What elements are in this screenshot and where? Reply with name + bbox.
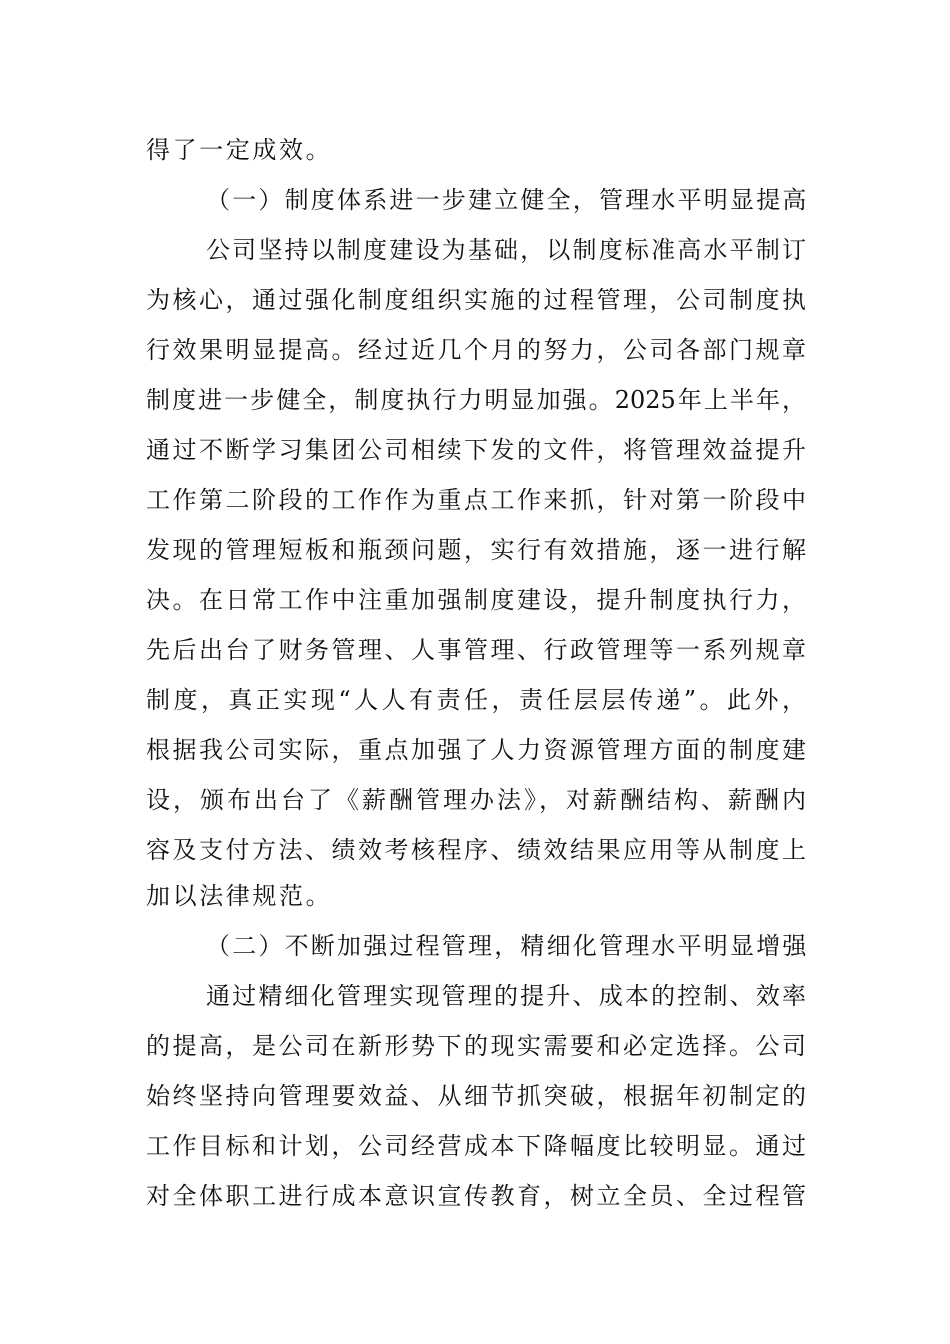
text-line: 工作第二阶段的工作作为重点工作来抓，针对第一阶段中 — [146, 486, 806, 514]
text-line: 始终坚持向管理要效益、从细节抓突破，根据年初制定的 — [146, 1082, 806, 1110]
text-line: 制度，真正实现“人人有责任，责任层层传递”。此外， — [146, 686, 806, 714]
text-line: 先后出台了财务管理、人事管理、行政管理等一系列规章 — [146, 636, 806, 664]
text-line: 根据我公司实际，重点加强了人力资源管理方面的制度建 — [146, 736, 806, 764]
text-line: 得了一定成效。 — [146, 136, 333, 164]
text-line: 对全体职工进行成本意识宣传教育，树立全员、全过程管 — [146, 1182, 806, 1210]
text-line: 行效果明显提高。经过近几个月的努力，公司各部门规章 — [146, 336, 806, 364]
text-line: 通过不断学习集团公司相续下发的文件，将管理效益提升 — [146, 436, 806, 464]
paragraph-first-line: 公司坚持以制度建设为基础，以制度标准高水平制订 — [206, 236, 806, 264]
paragraph-first-line: 通过精细化管理实现管理的提升、成本的控制、效率 — [206, 982, 806, 1010]
text-line: 设，颁布出台了《薪酬管理办法》，对薪酬结构、薪酬内 — [146, 786, 806, 814]
text-line: 加以法律规范。 — [146, 882, 333, 910]
text-line: 决。在日常工作中注重加强制度建设，提升制度执行力， — [146, 586, 806, 614]
section-heading-1: （一）制度体系进一步建立健全，管理水平明显提高 — [206, 186, 809, 214]
text-line: 工作目标和计划，公司经营成本下降幅度比较明显。通过 — [146, 1132, 806, 1160]
text-line: 发现的管理短板和瓶颈问题，实行有效措施，逐一进行解 — [146, 536, 806, 564]
text-line: 为核心，通过强化制度组织实施的过程管理，公司制度执 — [146, 286, 806, 314]
text-line: 制度进一步健全，制度执行力明显加强。2025年上半年， — [146, 386, 806, 414]
section-heading-2: （二）不断加强过程管理，精细化管理水平明显增强 — [206, 932, 809, 960]
text-line: 的提高，是公司在新形势下的现实需要和必定选择。公司 — [146, 1032, 806, 1060]
text-line: 容及支付方法、绩效考核程序、绩效结果应用等从制度上 — [146, 836, 806, 864]
